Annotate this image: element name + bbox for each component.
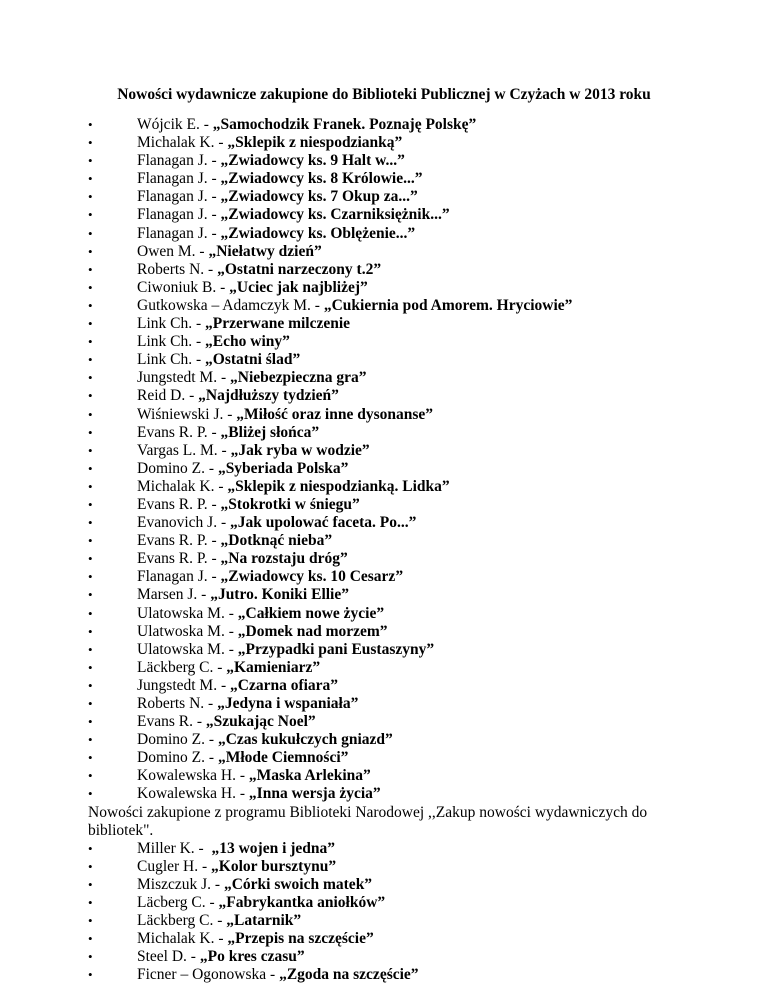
book-entry <box>137 333 290 351</box>
bullet-icon: • <box>88 551 93 567</box>
book-author: Michalak K. - <box>137 930 228 948</box>
book-title: „Inna wersja życia” <box>248 785 381 803</box>
book-title: „Sklepik z niespodzianką. Lidka” <box>227 477 450 495</box>
bullet-icon: • <box>88 316 93 332</box>
book-author: Läckberg C. - <box>137 658 227 676</box>
book-entry <box>137 206 450 224</box>
book-entry <box>137 677 338 695</box>
book-author: Evans R. P. - <box>137 550 221 568</box>
bullet-icon: • <box>88 297 93 313</box>
bullet-icon: • <box>88 334 93 350</box>
book-author: Wiśniewski J. - <box>137 405 237 423</box>
book-entry <box>137 460 348 478</box>
book-entry <box>137 152 405 170</box>
book-title: „Jak upolować faceta. Po...” <box>229 514 417 532</box>
book-title: „Zwiadowcy ks. Czarniksiężnik...” <box>220 206 450 224</box>
book-entry <box>137 930 374 948</box>
book-author: Kowalewska H. - <box>137 785 249 803</box>
book-entry <box>137 279 368 297</box>
book-entry <box>137 369 366 387</box>
bullet-icon: • <box>88 388 93 404</box>
bullet-icon: • <box>88 569 93 585</box>
book-author: Vargas L. M. - <box>137 441 231 459</box>
book-author: Jungstedt M. - <box>137 676 230 694</box>
book-author: Miszczuk J. - <box>137 875 224 893</box>
bullet-icon: • <box>88 768 93 784</box>
book-title: „Zwiadowcy ks. 9 Halt w...” <box>220 152 405 170</box>
bullet-icon: • <box>88 750 93 766</box>
book-title: „Echo winy” <box>205 333 290 351</box>
book-entry <box>137 514 416 532</box>
book-author: Domino Z. - <box>137 731 218 749</box>
book-author: Flanagan J. - <box>137 206 221 224</box>
book-title: „13 wojen i jedna” <box>211 839 336 857</box>
bullet-icon: • <box>88 840 93 856</box>
bullet-icon: • <box>88 587 93 603</box>
book-entry <box>137 550 348 568</box>
book-author: Ciwoniuk B. - <box>137 278 230 296</box>
book-title: „Jutro. Koniki Ellie” <box>210 586 349 604</box>
book-title: „Przypadki pani Eustaszyny” <box>237 640 435 658</box>
book-title: „Latarnik” <box>226 912 302 930</box>
book-author: Jungstedt M. - <box>137 369 230 387</box>
book-title: „Kolor bursztynu” <box>211 857 337 875</box>
book-title: „Ostatni narzeczony t.2” <box>217 260 382 278</box>
book-entry <box>137 659 320 677</box>
book-author: Ficner – Ogonowska - <box>137 966 280 984</box>
book-entry <box>137 297 572 315</box>
book-title: „Uciec jak najbliżej” <box>229 278 368 296</box>
book-entry <box>137 478 450 496</box>
bullet-icon: • <box>88 876 93 892</box>
bullet-icon: • <box>88 732 93 748</box>
book-title: „Syberiada Polska” <box>217 459 349 477</box>
bullet-icon: • <box>88 117 93 132</box>
book-entry <box>137 170 422 188</box>
book-title: „Przerwane milczenie <box>205 315 351 333</box>
bullet-icon: • <box>88 931 93 947</box>
book-entry <box>137 586 349 604</box>
book-entry <box>137 116 476 134</box>
book-author: Link Ch. - <box>137 315 206 333</box>
book-title: „Niełatwy dzień” <box>208 242 322 260</box>
bullet-icon: • <box>88 225 93 241</box>
book-entry <box>137 134 402 152</box>
book-title: „Zwiadowcy ks. 10 Cesarz” <box>220 568 404 586</box>
book-author: Evans R. P. - <box>137 532 221 550</box>
bullet-icon: • <box>88 967 93 983</box>
book-title: „Czas kukułczych gniazd” <box>217 731 393 749</box>
book-author: Ulatwoska M. - <box>137 622 238 640</box>
bullet-icon: • <box>88 279 93 295</box>
book-entry <box>137 532 332 550</box>
bullet-icon: • <box>88 478 93 494</box>
book-author: Owen M. - <box>137 242 209 260</box>
bullet-icon: • <box>88 895 93 911</box>
book-author: Michalak K. - <box>137 134 228 152</box>
book-title: „Młode Ciemności” <box>217 749 349 767</box>
book-entry <box>137 641 434 659</box>
book-author: Kowalewska H. - <box>137 767 249 785</box>
bullet-icon: • <box>88 533 93 549</box>
book-author: Domino Z. - <box>137 749 218 767</box>
book-author: Evans R. - <box>137 713 206 731</box>
book-entry <box>137 315 350 333</box>
book-title: „Dotknąć nieba” <box>220 532 333 550</box>
bullet-icon: • <box>88 171 93 187</box>
bullet-icon: • <box>88 442 93 458</box>
bullet-icon: • <box>88 913 93 929</box>
document-title: Nowości wydawnicze zakupione do Biblioteki Publicznej w Czyżach w 2013 roku <box>117 86 651 103</box>
book-author: Flanagan J. - <box>137 568 221 586</box>
book-author: Cugler H. - <box>137 857 212 875</box>
program-note: Nowości zakupione z programu Biblioteki Narodowej ,,Zakup nowości wydawniczych do bibliotek". <box>88 803 648 839</box>
bullet-icon: • <box>88 858 93 874</box>
book-entry <box>137 948 305 966</box>
book-title: „Cukiernia pod Amorem. Hryciowie” <box>323 296 573 314</box>
book-author: Roberts N. - <box>137 695 218 712</box>
book-entry <box>137 713 316 731</box>
book-entry <box>137 894 385 912</box>
bullet-icon: • <box>88 786 93 802</box>
book-entry <box>137 261 381 279</box>
book-title: „Po kres czasu” <box>199 948 305 966</box>
book-title: „Maska Arlekina” <box>248 767 371 785</box>
book-title: „Samochodzik Franek. Poznaję Polskę” <box>212 116 477 133</box>
book-author: Marsen J. - <box>137 586 211 604</box>
book-entry <box>137 188 418 206</box>
book-entry <box>137 605 384 623</box>
book-title: „Bliżej słońca” <box>220 423 320 441</box>
book-entry <box>137 424 319 442</box>
book-title: „Sklepik z niespodzianką” <box>227 134 403 152</box>
book-author: Ulatowska M. - <box>137 640 238 658</box>
bullet-icon: • <box>88 135 93 151</box>
book-entry <box>137 731 393 749</box>
book-entry <box>137 442 370 460</box>
book-title: „Miłość oraz inne dysonanse” <box>236 405 434 423</box>
book-title: „Córki swoich matek” <box>223 875 373 893</box>
bullet-icon: • <box>88 370 93 386</box>
bullet-icon: • <box>88 153 93 169</box>
book-author: Flanagan J. - <box>137 170 221 188</box>
bullet-icon: • <box>88 641 93 657</box>
book-author: Michalak K. - <box>137 477 228 495</box>
bullet-icon: • <box>88 261 93 277</box>
book-title: „Najdłuższy tydzień” <box>198 387 339 405</box>
bullet-icon: • <box>88 424 93 440</box>
book-entry <box>137 406 433 424</box>
book-author: Link Ch. - <box>137 333 206 351</box>
book-entry <box>137 785 381 803</box>
bullet-icon: • <box>88 189 93 205</box>
book-title: „Szukając Noel” <box>205 713 316 731</box>
book-entry <box>137 243 322 261</box>
book-author: Evanovich J. - <box>137 514 230 532</box>
bullet-icon: • <box>88 677 93 693</box>
book-title: „Zwiadowcy ks. 8 Królowie...” <box>220 170 423 188</box>
book-title: „Czarna ofiara” <box>230 676 339 694</box>
book-author: Roberts N. - <box>137 260 218 278</box>
book-author: Flanagan J. - <box>137 224 221 242</box>
book-author: Evans R. P. - <box>137 495 221 513</box>
book-title: „Jak ryba w wodzie” <box>230 441 370 459</box>
bullet-icon: • <box>88 496 93 512</box>
book-entry <box>137 840 335 858</box>
book-author: Reid D. - <box>137 387 199 405</box>
book-entry <box>137 568 403 586</box>
book-author: Evans R. P. - <box>137 423 221 441</box>
book-author: Gutkowska – Adamczyk M. - <box>137 296 324 314</box>
book-title: „Niebezpieczna gra” <box>230 369 367 387</box>
book-entry <box>137 858 336 876</box>
book-entry <box>137 749 348 767</box>
bullet-icon: • <box>88 515 93 531</box>
book-entry <box>137 912 301 930</box>
bullet-icon: • <box>88 243 93 259</box>
book-author: Link Ch. - <box>137 351 206 369</box>
book-entry <box>137 496 360 514</box>
book-title: „Domek nad morzem” <box>237 622 388 640</box>
book-entry <box>137 387 339 405</box>
bullet-icon: • <box>88 659 93 675</box>
book-title: „Zwiadowcy ks. Oblężenie...” <box>220 224 416 242</box>
bullet-icon: • <box>88 460 93 476</box>
book-author: Domino Z. - <box>137 459 218 477</box>
bullet-icon: • <box>88 714 93 730</box>
book-entry <box>137 225 415 243</box>
book-entry <box>137 966 419 984</box>
bullet-icon: • <box>88 406 93 422</box>
book-title: „Fabrykantka aniołków” <box>218 894 386 912</box>
book-title: „Stokrotki w śniegu” <box>220 495 360 513</box>
book-author: Miller K. - <box>137 839 212 857</box>
bullet-icon: • <box>88 605 93 621</box>
book-author: Flanagan J. - <box>137 152 221 170</box>
book-title: „Zgoda na szczęście” <box>279 966 419 984</box>
book-title: „Kamieniarz” <box>226 658 321 676</box>
bullet-icon: • <box>88 352 93 368</box>
bullet-icon: • <box>88 623 93 639</box>
book-title: „Na rozstaju dróg” <box>220 550 348 568</box>
book-title: „Zwiadowcy ks. 7 Okup za...” <box>220 188 418 206</box>
book-entry <box>137 695 358 713</box>
book-entry <box>137 623 388 641</box>
book-title: „Ostatni ślad” <box>205 351 301 369</box>
bullet-icon: • <box>88 949 93 965</box>
book-title: „Jedyna i wspaniała” <box>217 695 359 712</box>
book-author: Läckberg C. - <box>137 912 227 930</box>
book-entry <box>137 876 372 894</box>
bullet-icon: • <box>88 696 93 711</box>
bullet-icon: • <box>88 207 93 223</box>
book-entry <box>137 351 300 369</box>
book-author: Ulatowska M. - <box>137 604 238 622</box>
book-title: „Przepis na szczęście” <box>227 930 374 948</box>
book-author: Steel D. - <box>137 948 200 966</box>
book-author: Läcberg C. - <box>137 894 219 912</box>
book-title: „Całkiem nowe życie” <box>237 604 385 622</box>
book-entry <box>137 767 371 785</box>
book-author: Flanagan J. - <box>137 188 221 206</box>
book-author: Wójcik E. - <box>137 116 213 133</box>
